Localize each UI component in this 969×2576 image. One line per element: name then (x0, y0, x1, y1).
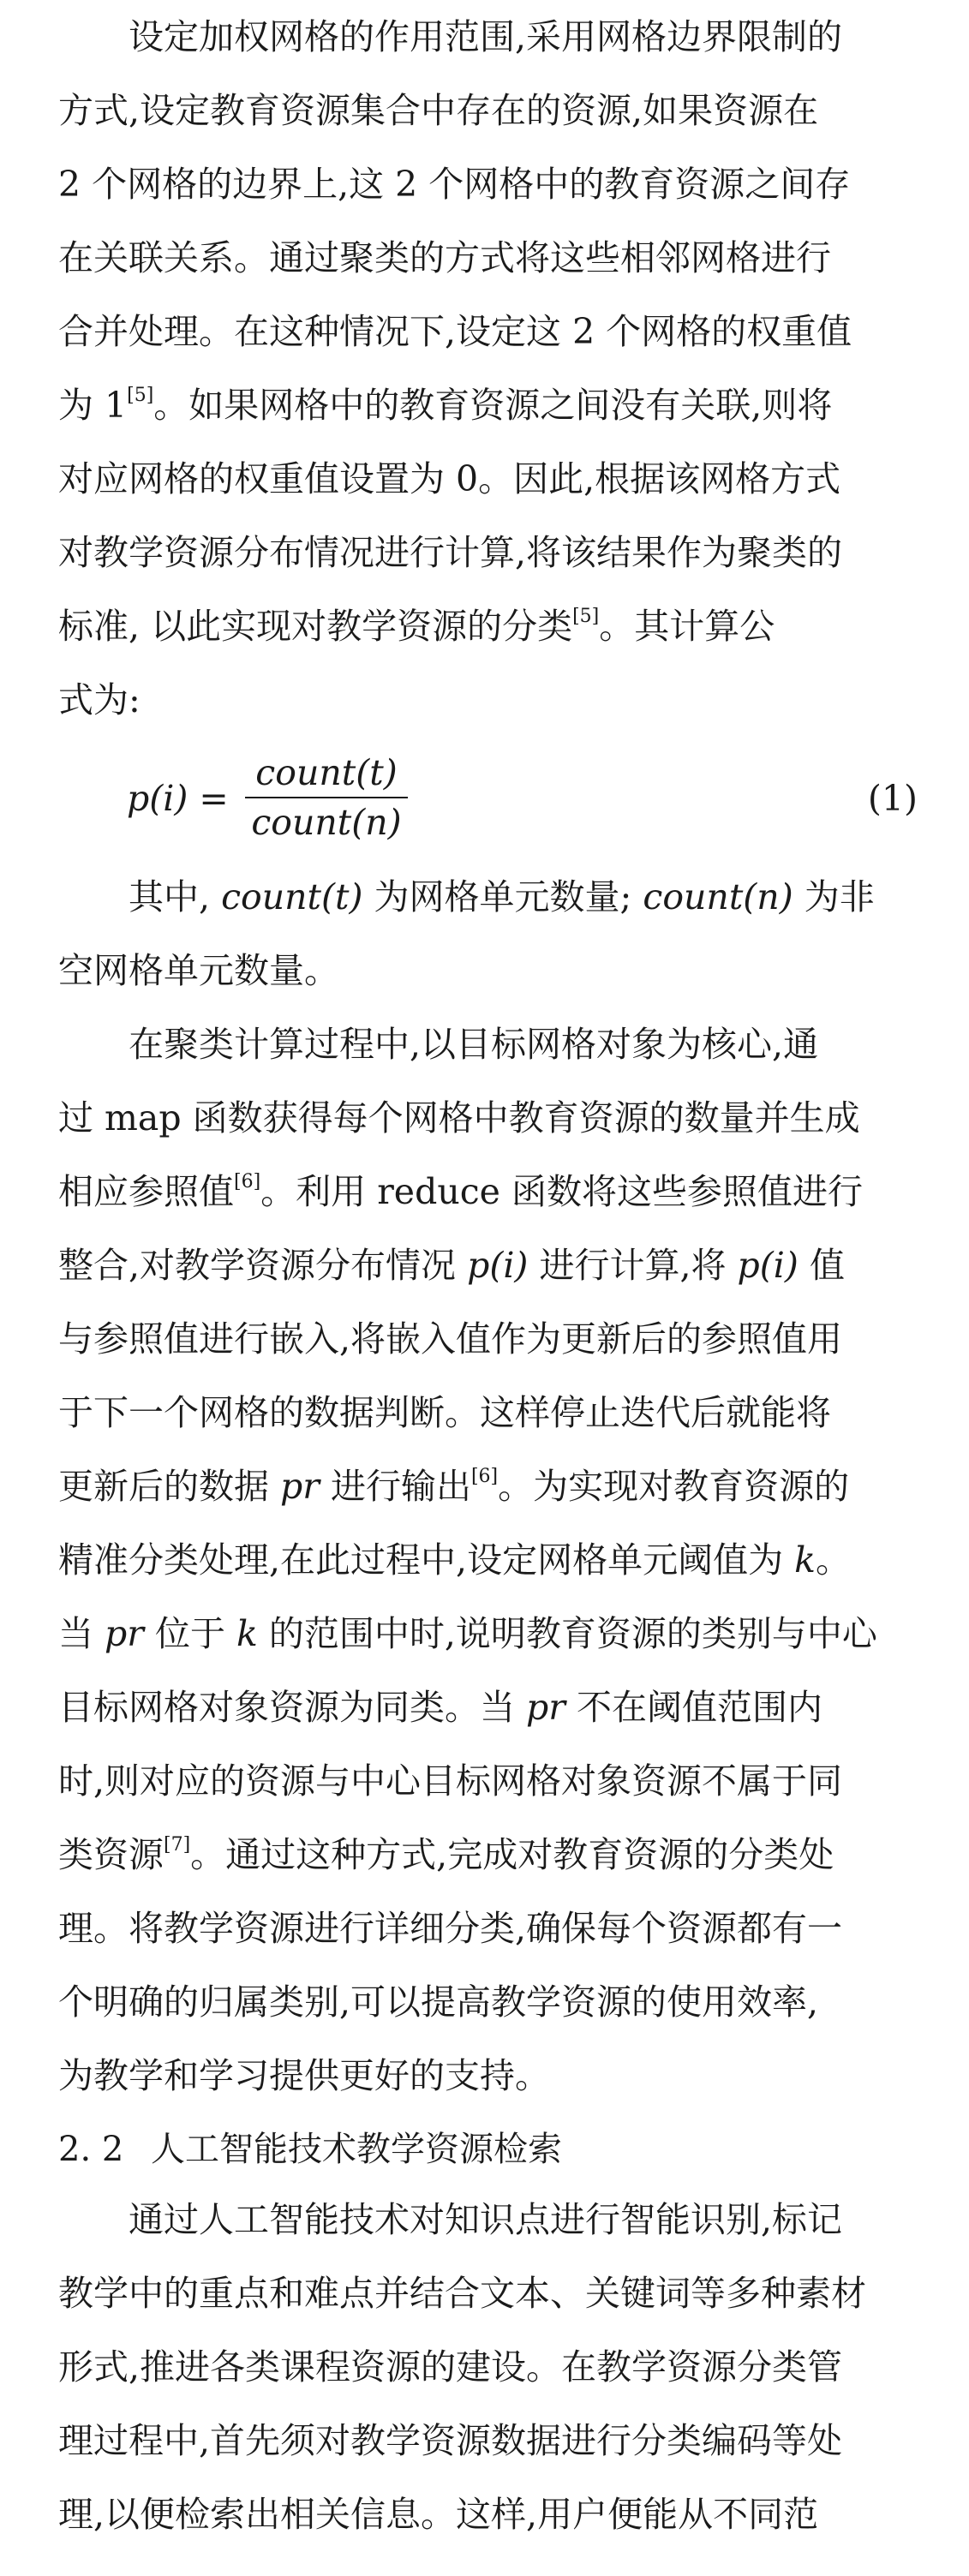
text-line (0, 368, 969, 442)
citation: [6] (470, 1466, 499, 1488)
text-line (0, 2330, 969, 2404)
section-heading (0, 2113, 969, 2186)
text: 标准, 以此实现对教学资源的分类 (58, 606, 573, 647)
text-with-math (58, 1228, 845, 1302)
text: 教学中的重点和难点并结合文本、关键词等多种素材 (58, 2273, 866, 2314)
text: 相应参照值 (58, 1171, 234, 1212)
section-title: 人工智能技术教学资源检索 (151, 2130, 562, 2169)
text-with-citation (58, 589, 775, 663)
text: 。为实现对教育资源的 (498, 1466, 850, 1507)
text-with-math (58, 1449, 849, 1523)
text-line (0, 2477, 969, 2551)
text: 。如果网格中的教育资源之间没有关联,则将 (153, 385, 833, 426)
text-line (0, 1892, 969, 1965)
text-line (0, 1744, 969, 1818)
equation-number: (1) (867, 778, 918, 819)
text: 为非 (793, 876, 875, 917)
text: 式为: (58, 679, 141, 720)
text-with-citation (58, 368, 832, 442)
text-line (0, 1302, 969, 1376)
text: 理。将教学资源进行详细分类,确保每个资源都有一 (58, 1908, 843, 1949)
text: 整合,对教学资源分布情况 (58, 1245, 468, 1286)
text: 过 map 函数获得每个网格中教育资源的数量并生成 (58, 1097, 860, 1139)
text: 空网格单元数量。 (58, 950, 339, 991)
math: p(i) (737, 1245, 799, 1286)
text: 形式,推进各类课程资源的建设。在教学资源分类管 (58, 2346, 843, 2388)
text-line (0, 1155, 969, 1228)
text: 目标网格对象资源为同类。当 (58, 1687, 527, 1728)
citation: [5] (572, 606, 600, 628)
text-line (0, 295, 969, 368)
text: 理,以便检索出相关信息。这样,用户便能从不同范 (58, 2494, 819, 2535)
text-line (0, 2039, 969, 2113)
text-with-math (129, 860, 875, 934)
math: count(t) (221, 876, 363, 917)
text-line (0, 1965, 969, 2039)
text: 更新后的数据 (58, 1466, 281, 1507)
text: 精准分类处理,在此过程中,设定网格单元阈值为 (58, 1539, 795, 1581)
text: 。利用 reduce 函数将这些参照值进行 (260, 1171, 863, 1212)
text-line (0, 1449, 969, 1523)
text-line (0, 1671, 969, 1744)
math: pr (526, 1687, 565, 1728)
text: 。其计算公 (599, 606, 775, 647)
text-line (0, 1007, 969, 1081)
equation-lhs: p(i) = (127, 778, 229, 819)
text: 对应网格的权重值设置为 0。因此,根据该网格方式 (58, 458, 841, 499)
text-line (0, 860, 969, 934)
equation-1 (0, 738, 969, 858)
text-line (0, 1818, 969, 1892)
text: 设定加权网格的作用范围,采用网格边界限制的 (129, 16, 843, 57)
text-line (0, 74, 969, 147)
text: 个明确的归属类别,可以提高教学资源的使用效率, (58, 1981, 819, 2023)
text-with-citation (58, 1155, 863, 1228)
text-line (0, 2256, 969, 2330)
denominator: count(n) (251, 802, 402, 843)
text: 位于 (143, 1613, 236, 1654)
math: pr (280, 1466, 320, 1507)
text-with-math (58, 1671, 822, 1744)
text: 2 个网格的边界上,这 2 个网格中的教育资源之间存 (58, 164, 851, 205)
text-line (0, 2404, 969, 2477)
text-line (0, 1597, 969, 1671)
text: 其中, (129, 876, 222, 917)
section-number: 2. 2 (58, 2130, 124, 2169)
text: 进行输出 (319, 1466, 471, 1507)
text: 不在阈值范围内 (565, 1687, 822, 1728)
text: 在聚类计算过程中,以目标网格对象为核心,通 (129, 1024, 819, 1065)
text-line (0, 1376, 969, 1449)
overflow-clip (0, 2551, 969, 2576)
text: 对教学资源分布情况进行计算,将该结果作为聚类的 (58, 532, 843, 573)
text-line (0, 2183, 969, 2256)
text-line (0, 516, 969, 589)
text: 于下一个网格的数据判断。这样停止迭代后就能将 (58, 1392, 831, 1433)
text: 类资源 (58, 1834, 164, 1875)
math: pr (105, 1613, 144, 1654)
fraction (245, 749, 408, 846)
text: 值 (798, 1245, 845, 1286)
text-line (0, 442, 969, 516)
text: 当 (58, 1613, 105, 1654)
text-line (0, 147, 969, 221)
text: 。通过这种方式,完成对教育资源的分类处 (190, 1834, 834, 1875)
math: k (794, 1539, 816, 1581)
text: 时,则对应的资源与中心目标网格对象资源不属于同 (58, 1760, 843, 1802)
citation: [5] (127, 385, 154, 407)
text-with-citation (58, 1818, 834, 1892)
math: p(i) (467, 1245, 529, 1286)
citation: [6] (234, 1171, 261, 1193)
text: 通过人工智能技术对知识点进行智能识别,标记 (129, 2199, 843, 2240)
text-line (0, 1081, 969, 1155)
citation: [7] (164, 1834, 191, 1856)
text-with-math (58, 1523, 851, 1597)
text: 合并处理。在这种情况下,设定这 2 个网格的权重值 (58, 311, 852, 352)
math: k (236, 1613, 258, 1654)
text: 为网格单元数量; (362, 876, 643, 917)
text-line (0, 221, 969, 295)
text: 的范围中时,说明教育资源的类别与中心 (257, 1613, 877, 1654)
text-line (0, 589, 969, 663)
text-line (0, 1523, 969, 1597)
text: 理过程中,首先须对教学资源数据进行分类编码等处 (58, 2420, 843, 2461)
text: 在关联关系。通过聚类的方式将这些相邻网格进行 (58, 237, 831, 278)
text: 进行计算,将 (528, 1245, 738, 1286)
text: 为教学和学习提供更好的支持。 (58, 2055, 550, 2096)
text-line (0, 0, 969, 74)
math: count(n) (643, 876, 793, 917)
text-with-math (58, 1597, 877, 1671)
text-line (0, 934, 969, 1007)
text: 与参照值进行嵌入,将嵌入值作为更新后的参照值用 (58, 1318, 843, 1360)
text-line (0, 1228, 969, 1302)
text: 方式,设定教育资源集合中存在的资源,如果资源在 (58, 90, 819, 131)
numerator: count(t) (255, 752, 398, 793)
text: 。 (815, 1539, 851, 1581)
text-line (0, 663, 969, 737)
text: 为 1 (58, 385, 128, 426)
